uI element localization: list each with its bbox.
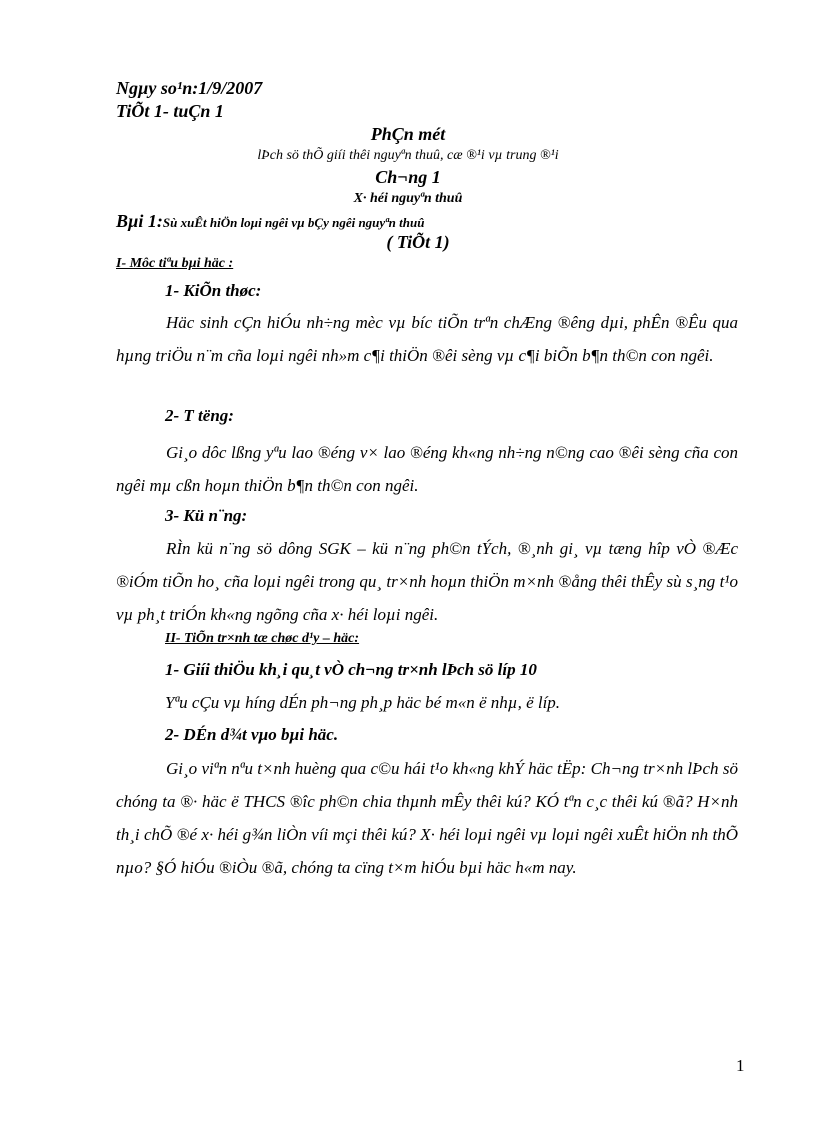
- thought-heading: 2- T tëng:: [165, 406, 234, 425]
- knowledge-paragraph: [116, 306, 738, 372]
- lead-heading: 2- DÉn d¾t vµo bµi häc.: [165, 725, 339, 744]
- lesson-heading: [116, 211, 424, 232]
- section1-heading: I- Môc tiªu bµi häc :: [116, 256, 234, 271]
- skill-paragraph: [116, 532, 738, 631]
- lesson-line: TiÕt 1- tuÇn 1: [116, 101, 224, 121]
- lead-text: Gi¸o viªn nªu t×nh huèng qua c©u hái t¹o kh«ng khÝ häc tËp: Ch¬ng tr×nh lÞch sö chóng ta ®· häc ë THCS ®îc ph©n chia thµnh mÊy thêi kú? KÓ tªn c¸c thêi kú ®ã? H×nh th¸i chÕ ®é x· héi g¾n liÒn víi mçi thêi kú? X· héi loµi ngêi vµ loµi ngêi xuÊt hiÖn nh thÕ nµo? §Ó hiÓu ®iÒu ®ã, chóng ta cïng t×m hiÓu bµi häc h«m nay.: [116, 759, 738, 877]
- lead-paragraph: [116, 752, 738, 884]
- skill-text: RÌn kü n¨ng sö dông SGK – kü n¨ng ph©n tÝch, ®¸nh gi¸ vµ tæng hîp vÒ ®Æc ®iÓm tiÕn ho¸ cña loµi ngêi trong qu¸ tr×nh hoµn thiÖn m×nh ®ång thêi thÊy sù s¸ng t¹o vµ ph¸t triÓn kh«ng ngõng cña x· héi loµi ngêi.: [116, 539, 738, 624]
- period-label: ( TiÕt 1): [386, 232, 450, 252]
- part-subtitle: lÞch sö thÕ giíi thêi nguyªn thuû, cæ ®¹i vµ trung ®¹i: [257, 148, 559, 163]
- chapter-subtitle: X· héi nguyªn thuû: [353, 191, 463, 206]
- chapter-title: Ch¬ng 1: [375, 167, 441, 187]
- section2-heading: II- TiÕn tr×nh tæ chøc d¹y – häc:: [165, 631, 360, 646]
- page-number: 1: [736, 1056, 745, 1075]
- part-title: PhÇn mét: [370, 124, 446, 144]
- lesson-label: Bµi 1:: [116, 211, 163, 231]
- lesson-title: Sù xuÊt hiÖn loµi ngêi vµ bÇy ngêi nguyªn thuû: [162, 215, 425, 230]
- intro-text: Yªu cÇu vµ híng dÉn ph¬ng ph¸p häc bé m«n ë nhµ, ë líp.: [165, 693, 561, 712]
- knowledge-heading: 1- KiÕn thøc:: [165, 281, 262, 300]
- thought-text: Gi¸o dôc lßng yªu lao ®éng v× lao ®éng kh«ng nh÷ng n©ng cao ®êi sèng cña con ngêi mµ cßn hoµn thiÖn b¶n th©n con ngêi.: [116, 443, 738, 495]
- date-line: Ngµy so¹n:1/9/2007: [116, 78, 263, 98]
- intro-heading: 1- Giíi thiÖu kh¸i qu¸t vÒ ch¬ng tr×nh lÞch sö líp 10: [165, 660, 537, 679]
- knowledge-text: Häc sinh cÇn hiÓu nh÷ng mèc vµ bíc tiÕn trªn chÆng ®êng dµi, phÊn ®Êu qua hµng triÖu n¨m cña loµi ngêi nh»m c¶i thiÖn ®êi sèng vµ c¶i biÕn b¶n th©n con ngêi.: [116, 313, 738, 365]
- skill-heading: 3- Kü n¨ng:: [165, 506, 248, 525]
- thought-paragraph: [116, 436, 738, 502]
